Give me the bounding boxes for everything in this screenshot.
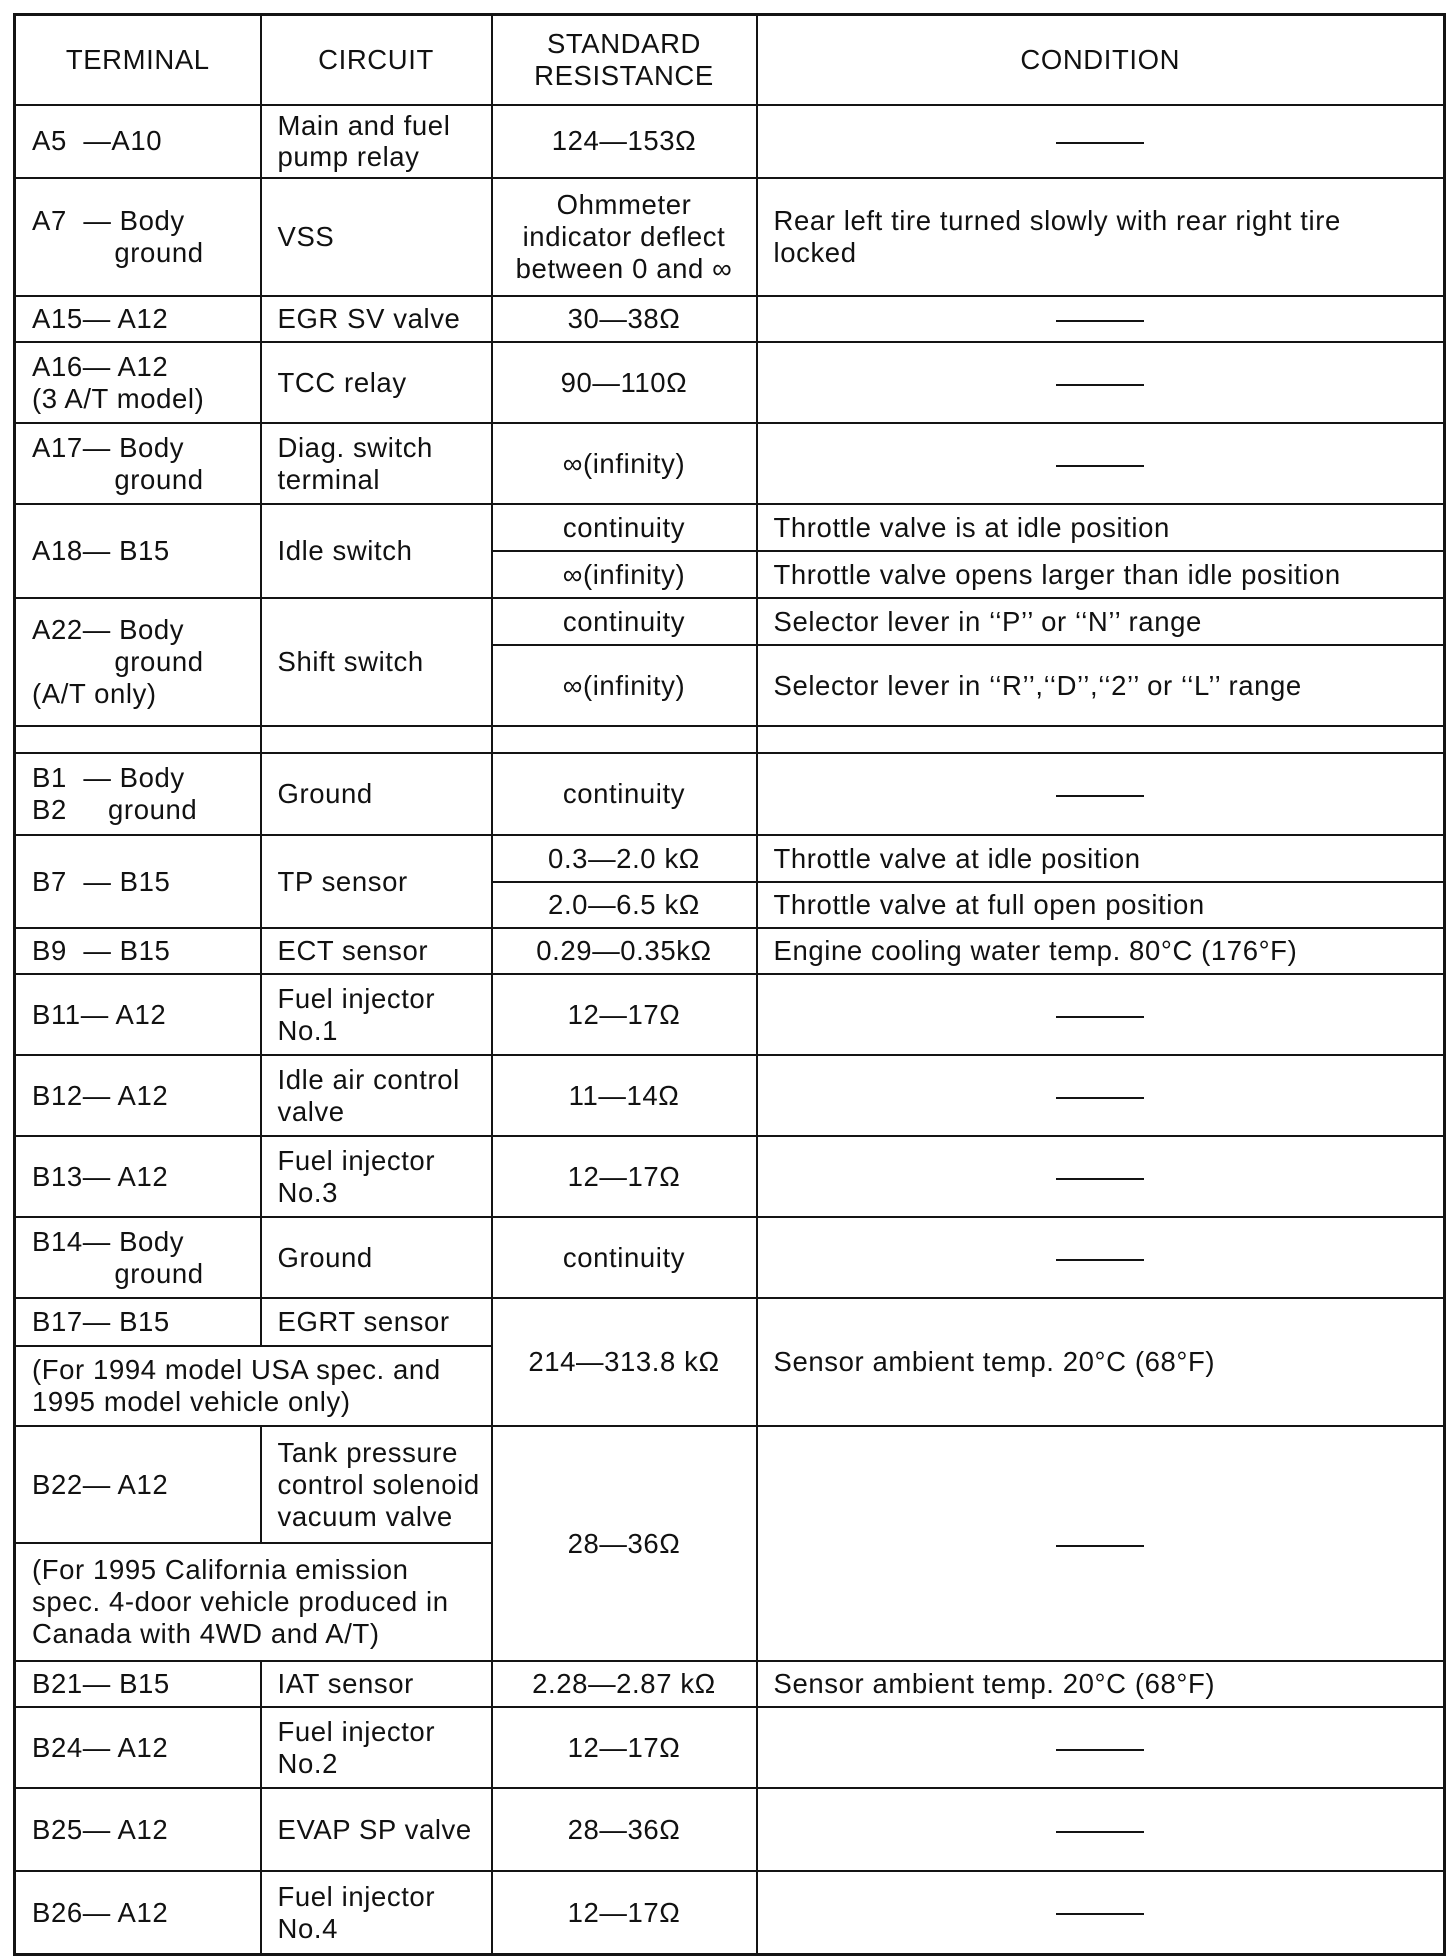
resistance-cell: 11—14Ω bbox=[492, 1055, 757, 1136]
condition-cell: Throttle valve is at idle position bbox=[757, 504, 1445, 551]
terminal-cell: B25— A12 bbox=[15, 1788, 261, 1871]
table-row bbox=[15, 105, 1445, 179]
dash-line bbox=[1056, 1016, 1144, 1018]
terminal-cell: B13— A12 bbox=[15, 1136, 261, 1217]
resistance-cell: 2.0—6.5 kΩ bbox=[492, 882, 757, 928]
condition-cell bbox=[757, 1707, 1445, 1788]
condition-cell: Throttle valve opens larger than idle position bbox=[757, 551, 1445, 598]
terminal-cell: B22— A12 bbox=[15, 1426, 261, 1543]
circuit-cell: Idle air control valve bbox=[261, 1055, 492, 1136]
table-row bbox=[15, 1661, 1445, 1707]
condition-cell bbox=[757, 105, 1445, 179]
table-row bbox=[15, 1707, 1445, 1788]
terminal-cell: A15— A12 bbox=[15, 296, 261, 342]
table-row bbox=[15, 753, 1445, 835]
dash-line bbox=[1056, 1097, 1144, 1099]
circuit-cell: Fuel injector No.3 bbox=[261, 1136, 492, 1217]
resistance-cell: 12—17Ω bbox=[492, 974, 757, 1055]
header-circuit: CIRCUIT bbox=[261, 15, 492, 105]
terminal-cell: A16— A12 (3 A/T model) bbox=[15, 342, 261, 423]
terminal-cell: B7 — B15 bbox=[15, 835, 261, 928]
resistance-cell: 214—313.8 kΩ bbox=[492, 1298, 757, 1426]
dash-line bbox=[1056, 142, 1144, 144]
blank-cell bbox=[492, 726, 757, 753]
dash-line bbox=[1056, 1178, 1144, 1180]
header-terminal: TERMINAL bbox=[15, 15, 261, 105]
table-row bbox=[15, 598, 1445, 645]
dash-line bbox=[1056, 465, 1144, 467]
header-resistance-line1: STANDARD bbox=[546, 27, 702, 59]
circuit-cell: Shift switch bbox=[261, 598, 492, 726]
table-row bbox=[15, 1298, 1445, 1346]
resistance-cell: 12—17Ω bbox=[492, 1871, 757, 1954]
dash-line bbox=[1056, 1545, 1144, 1547]
dash-line bbox=[1056, 795, 1144, 797]
terminal-cell: B9 — B15 bbox=[15, 928, 261, 974]
table-row bbox=[15, 1788, 1445, 1871]
dash-line bbox=[1056, 1259, 1144, 1261]
table-row bbox=[15, 1871, 1445, 1954]
dash-line bbox=[1056, 1913, 1144, 1915]
circuit-cell: Fuel injector No.1 bbox=[261, 974, 492, 1055]
resistance-cell: 30—38Ω bbox=[492, 296, 757, 342]
header-row bbox=[15, 15, 1445, 105]
blank-row bbox=[15, 726, 1445, 753]
table-row bbox=[15, 1426, 1445, 1543]
terminal-cell: B26— A12 bbox=[15, 1871, 261, 1954]
table-row bbox=[15, 974, 1445, 1055]
condition-cell bbox=[757, 423, 1445, 504]
resistance-cell: continuity bbox=[492, 504, 757, 551]
condition-cell: Sensor ambient temp. 20°C (68°F) bbox=[757, 1661, 1445, 1707]
condition-cell bbox=[757, 1217, 1445, 1298]
terminal-cell: A5 —A10 bbox=[15, 105, 261, 179]
resistance-cell: 0.3—2.0 kΩ bbox=[492, 835, 757, 882]
table-row bbox=[15, 1136, 1445, 1217]
blank-cell bbox=[15, 726, 261, 753]
condition-cell: Rear left tire turned slowly with rear right tire locked bbox=[757, 178, 1445, 296]
circuit-cell: Ground bbox=[261, 753, 492, 835]
resistance-cell: ∞(infinity) bbox=[492, 423, 757, 504]
vehicle-note: (For 1995 California emission spec. 4-door vehicle produced in Canada with 4WD and A/T) bbox=[15, 1543, 492, 1661]
terminal-cell: A22— Body ground (A/T only) bbox=[15, 598, 261, 726]
table-row bbox=[15, 835, 1445, 882]
circuit-cell: TCC relay bbox=[261, 342, 492, 423]
condition-cell bbox=[757, 1788, 1445, 1871]
circuit-cell: Fuel injector No.4 bbox=[261, 1871, 492, 1954]
resistance-cell: 2.28—2.87 kΩ bbox=[492, 1661, 757, 1707]
table-row bbox=[15, 928, 1445, 974]
vehicle-note: (For 1994 model USA spec. and 1995 model vehicle only) bbox=[15, 1346, 492, 1426]
table-row bbox=[15, 342, 1445, 423]
condition-cell bbox=[757, 1871, 1445, 1954]
terminal-cell: A17— Body ground bbox=[15, 423, 261, 504]
circuit-cell: Main and fuel pump relay bbox=[261, 105, 492, 179]
terminal-cell: B1 — Body B2 ground bbox=[15, 753, 261, 835]
table-row bbox=[15, 423, 1445, 504]
circuit-cell: VSS bbox=[261, 178, 492, 296]
condition-cell bbox=[757, 1055, 1445, 1136]
blank-cell bbox=[757, 726, 1445, 753]
terminal-cell: B14— Body ground bbox=[15, 1217, 261, 1298]
table-row bbox=[15, 178, 1445, 296]
header-condition: CONDITION bbox=[757, 15, 1445, 105]
terminal-cell: A7 — Body ground bbox=[15, 178, 261, 296]
circuit-cell: Fuel injector No.2 bbox=[261, 1707, 492, 1788]
circuit-cell: IAT sensor bbox=[261, 1661, 492, 1707]
condition-cell bbox=[757, 342, 1445, 423]
terminal-cell: B11— A12 bbox=[15, 974, 261, 1055]
dash-line bbox=[1056, 320, 1144, 322]
resistance-cell: continuity bbox=[492, 753, 757, 835]
header-standard-resistance bbox=[492, 15, 757, 105]
condition-cell bbox=[757, 753, 1445, 835]
terminal-cell: B24— A12 bbox=[15, 1707, 261, 1788]
resistance-cell: ∞(infinity) bbox=[492, 645, 757, 726]
resistance-cell: 12—17Ω bbox=[492, 1707, 757, 1788]
circuit-cell: Tank pressure control solenoid vacuum valve bbox=[261, 1426, 492, 1543]
condition-cell: Throttle valve at full open position bbox=[757, 882, 1445, 928]
condition-cell bbox=[757, 974, 1445, 1055]
table-row bbox=[15, 1055, 1445, 1136]
resistance-cell: 28—36Ω bbox=[492, 1426, 757, 1661]
circuit-cell: Diag. switch terminal bbox=[261, 423, 492, 504]
table-row bbox=[15, 296, 1445, 342]
circuit-cell: Idle switch bbox=[261, 504, 492, 598]
resistance-cell: 124—153Ω bbox=[492, 105, 757, 179]
table-row bbox=[15, 1217, 1445, 1298]
condition-cell: Engine cooling water temp. 80°C (176°F) bbox=[757, 928, 1445, 974]
blank-cell bbox=[261, 726, 492, 753]
terminal-cell: A18— B15 bbox=[15, 504, 261, 598]
terminal-cell: B12— A12 bbox=[15, 1055, 261, 1136]
table-row bbox=[15, 504, 1445, 551]
resistance-cell: continuity bbox=[492, 1217, 757, 1298]
dash-line bbox=[1056, 1749, 1144, 1751]
condition-cell bbox=[757, 1136, 1445, 1217]
condition-cell: Throttle valve at idle position bbox=[757, 835, 1445, 882]
resistance-cell: ∞(infinity) bbox=[492, 551, 757, 598]
resistance-cell: 28—36Ω bbox=[492, 1788, 757, 1871]
circuit-cell: EGR SV valve bbox=[261, 296, 492, 342]
condition-cell: Selector lever in ‘‘P’’ or ‘‘N’’ range bbox=[757, 598, 1445, 645]
condition-cell: Sensor ambient temp. 20°C (68°F) bbox=[757, 1298, 1445, 1426]
dash-line bbox=[1056, 1831, 1144, 1833]
resistance-cell: 12—17Ω bbox=[492, 1136, 757, 1217]
circuit-cell: TP sensor bbox=[261, 835, 492, 928]
circuit-cell: EVAP SP valve bbox=[261, 1788, 492, 1871]
resistance-cell: continuity bbox=[492, 598, 757, 645]
circuit-cell: EGRT sensor bbox=[261, 1298, 492, 1346]
terminal-cell: B17— B15 bbox=[15, 1298, 261, 1346]
resistance-cell: Ohmmeter indicator deflect between 0 and ∞ bbox=[492, 178, 757, 296]
condition-cell bbox=[757, 296, 1445, 342]
resistance-cell: 0.29—0.35kΩ bbox=[492, 928, 757, 974]
circuit-cell: Ground bbox=[261, 1217, 492, 1298]
condition-cell: Selector lever in ‘‘R’’,‘‘D’’,‘‘2’’ or ‘‘L’’ range bbox=[757, 645, 1445, 726]
header-resistance-line2: RESISTANCE bbox=[534, 59, 714, 91]
condition-cell bbox=[757, 1426, 1445, 1661]
dash-line bbox=[1056, 384, 1144, 386]
resistance-cell: 90—110Ω bbox=[492, 342, 757, 423]
terminal-cell: B21— B15 bbox=[15, 1661, 261, 1707]
resistance-spec-table bbox=[13, 13, 1446, 1956]
circuit-cell: ECT sensor bbox=[261, 928, 492, 974]
